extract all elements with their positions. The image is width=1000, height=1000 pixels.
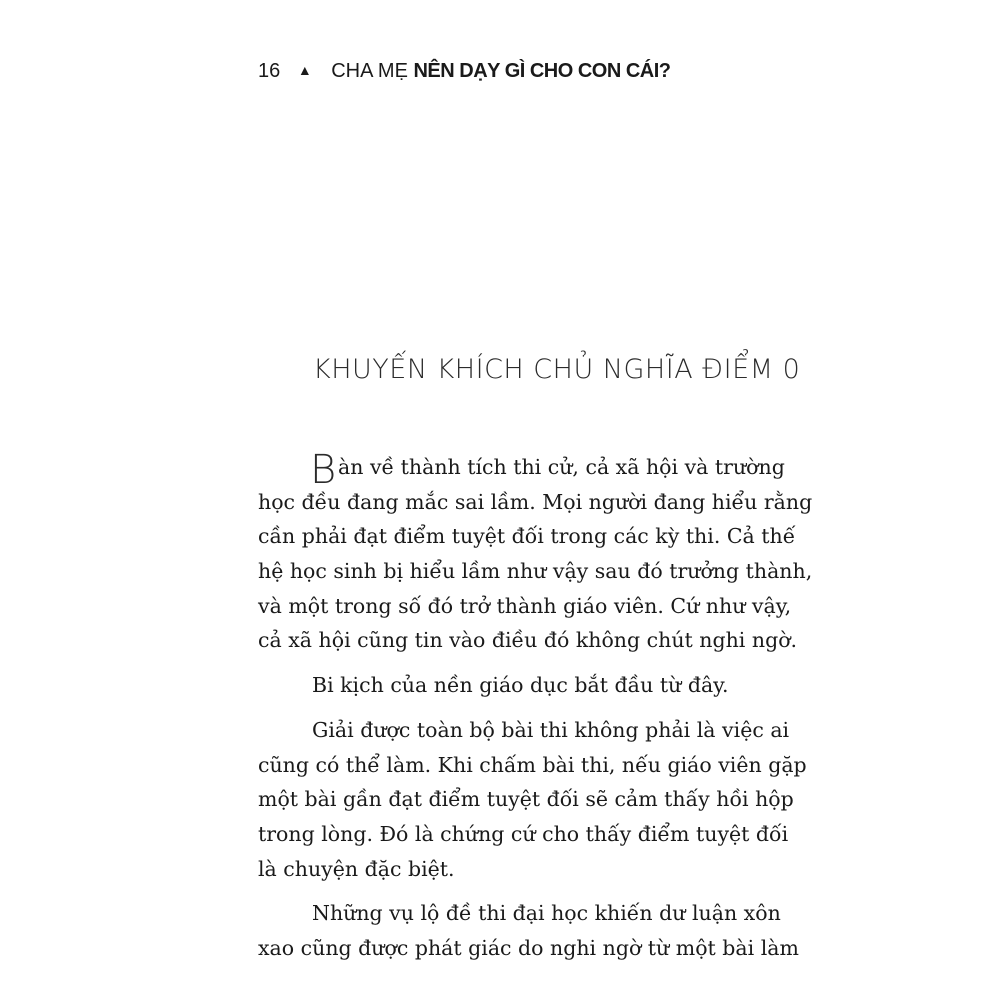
paragraph-gap <box>258 658 798 668</box>
text-line: xao cũng được phát giác do nghi ngờ từ một bài làm <box>258 935 799 960</box>
text-line: cũng có thể làm. Khi chấm bài thi, nếu giáo viên gặp <box>258 752 807 777</box>
text-line: cần phải đạt điểm tuyệt đối trong các kỳ thi. Cả thế <box>258 524 796 549</box>
paragraph-gap <box>258 886 798 896</box>
body-text <box>258 447 813 966</box>
chapter-title: KHUYẾN KHÍCH CHỦ NGHĨA ĐIỂM 0 <box>313 354 801 385</box>
running-header <box>258 60 671 83</box>
text-line: àn về thành tích thi cử, cả xã hội và trường <box>338 455 785 479</box>
book-title-bold: NÊN DẠY GÌ CHO CON CÁI? <box>413 60 671 82</box>
paragraph-gap <box>258 703 798 713</box>
text-line: hệ học sinh bị hiểu lầm như vậy sau đó trưởng thành, <box>258 559 813 584</box>
triangle-icon: ▲ <box>297 62 312 78</box>
drop-cap: B <box>310 447 337 493</box>
text-line: cả xã hội cũng tin vào điều đó không chút nghi ngờ. <box>258 628 798 653</box>
text-line: học đều đang mắc sai lầm. Mọi người đang hiểu rằng <box>258 489 813 514</box>
text-line: là chuyện đặc biệt. <box>258 856 455 881</box>
paragraph-first-line <box>258 447 798 493</box>
book-title-regular: CHA MẸ <box>331 60 408 82</box>
text-line: và một trong số đó trở thành giáo viên. Cứ như vậy, <box>258 593 792 618</box>
page-number: 16 <box>258 60 281 82</box>
text-line: Bi kịch của nền giáo dục bắt đầu từ đây. <box>312 673 729 698</box>
text-line: Giải được toàn bộ bài thi không phải là việc ai <box>312 717 790 742</box>
text-line: trong lòng. Đó là chứng cứ cho thấy điểm tuyệt đối <box>258 821 789 846</box>
text-line: một bài gần đạt điểm tuyệt đối sẽ cảm thấy hồi hộp <box>258 787 794 812</box>
text-line: Những vụ lộ đề thi đại học khiến dư luận xôn <box>312 901 781 926</box>
